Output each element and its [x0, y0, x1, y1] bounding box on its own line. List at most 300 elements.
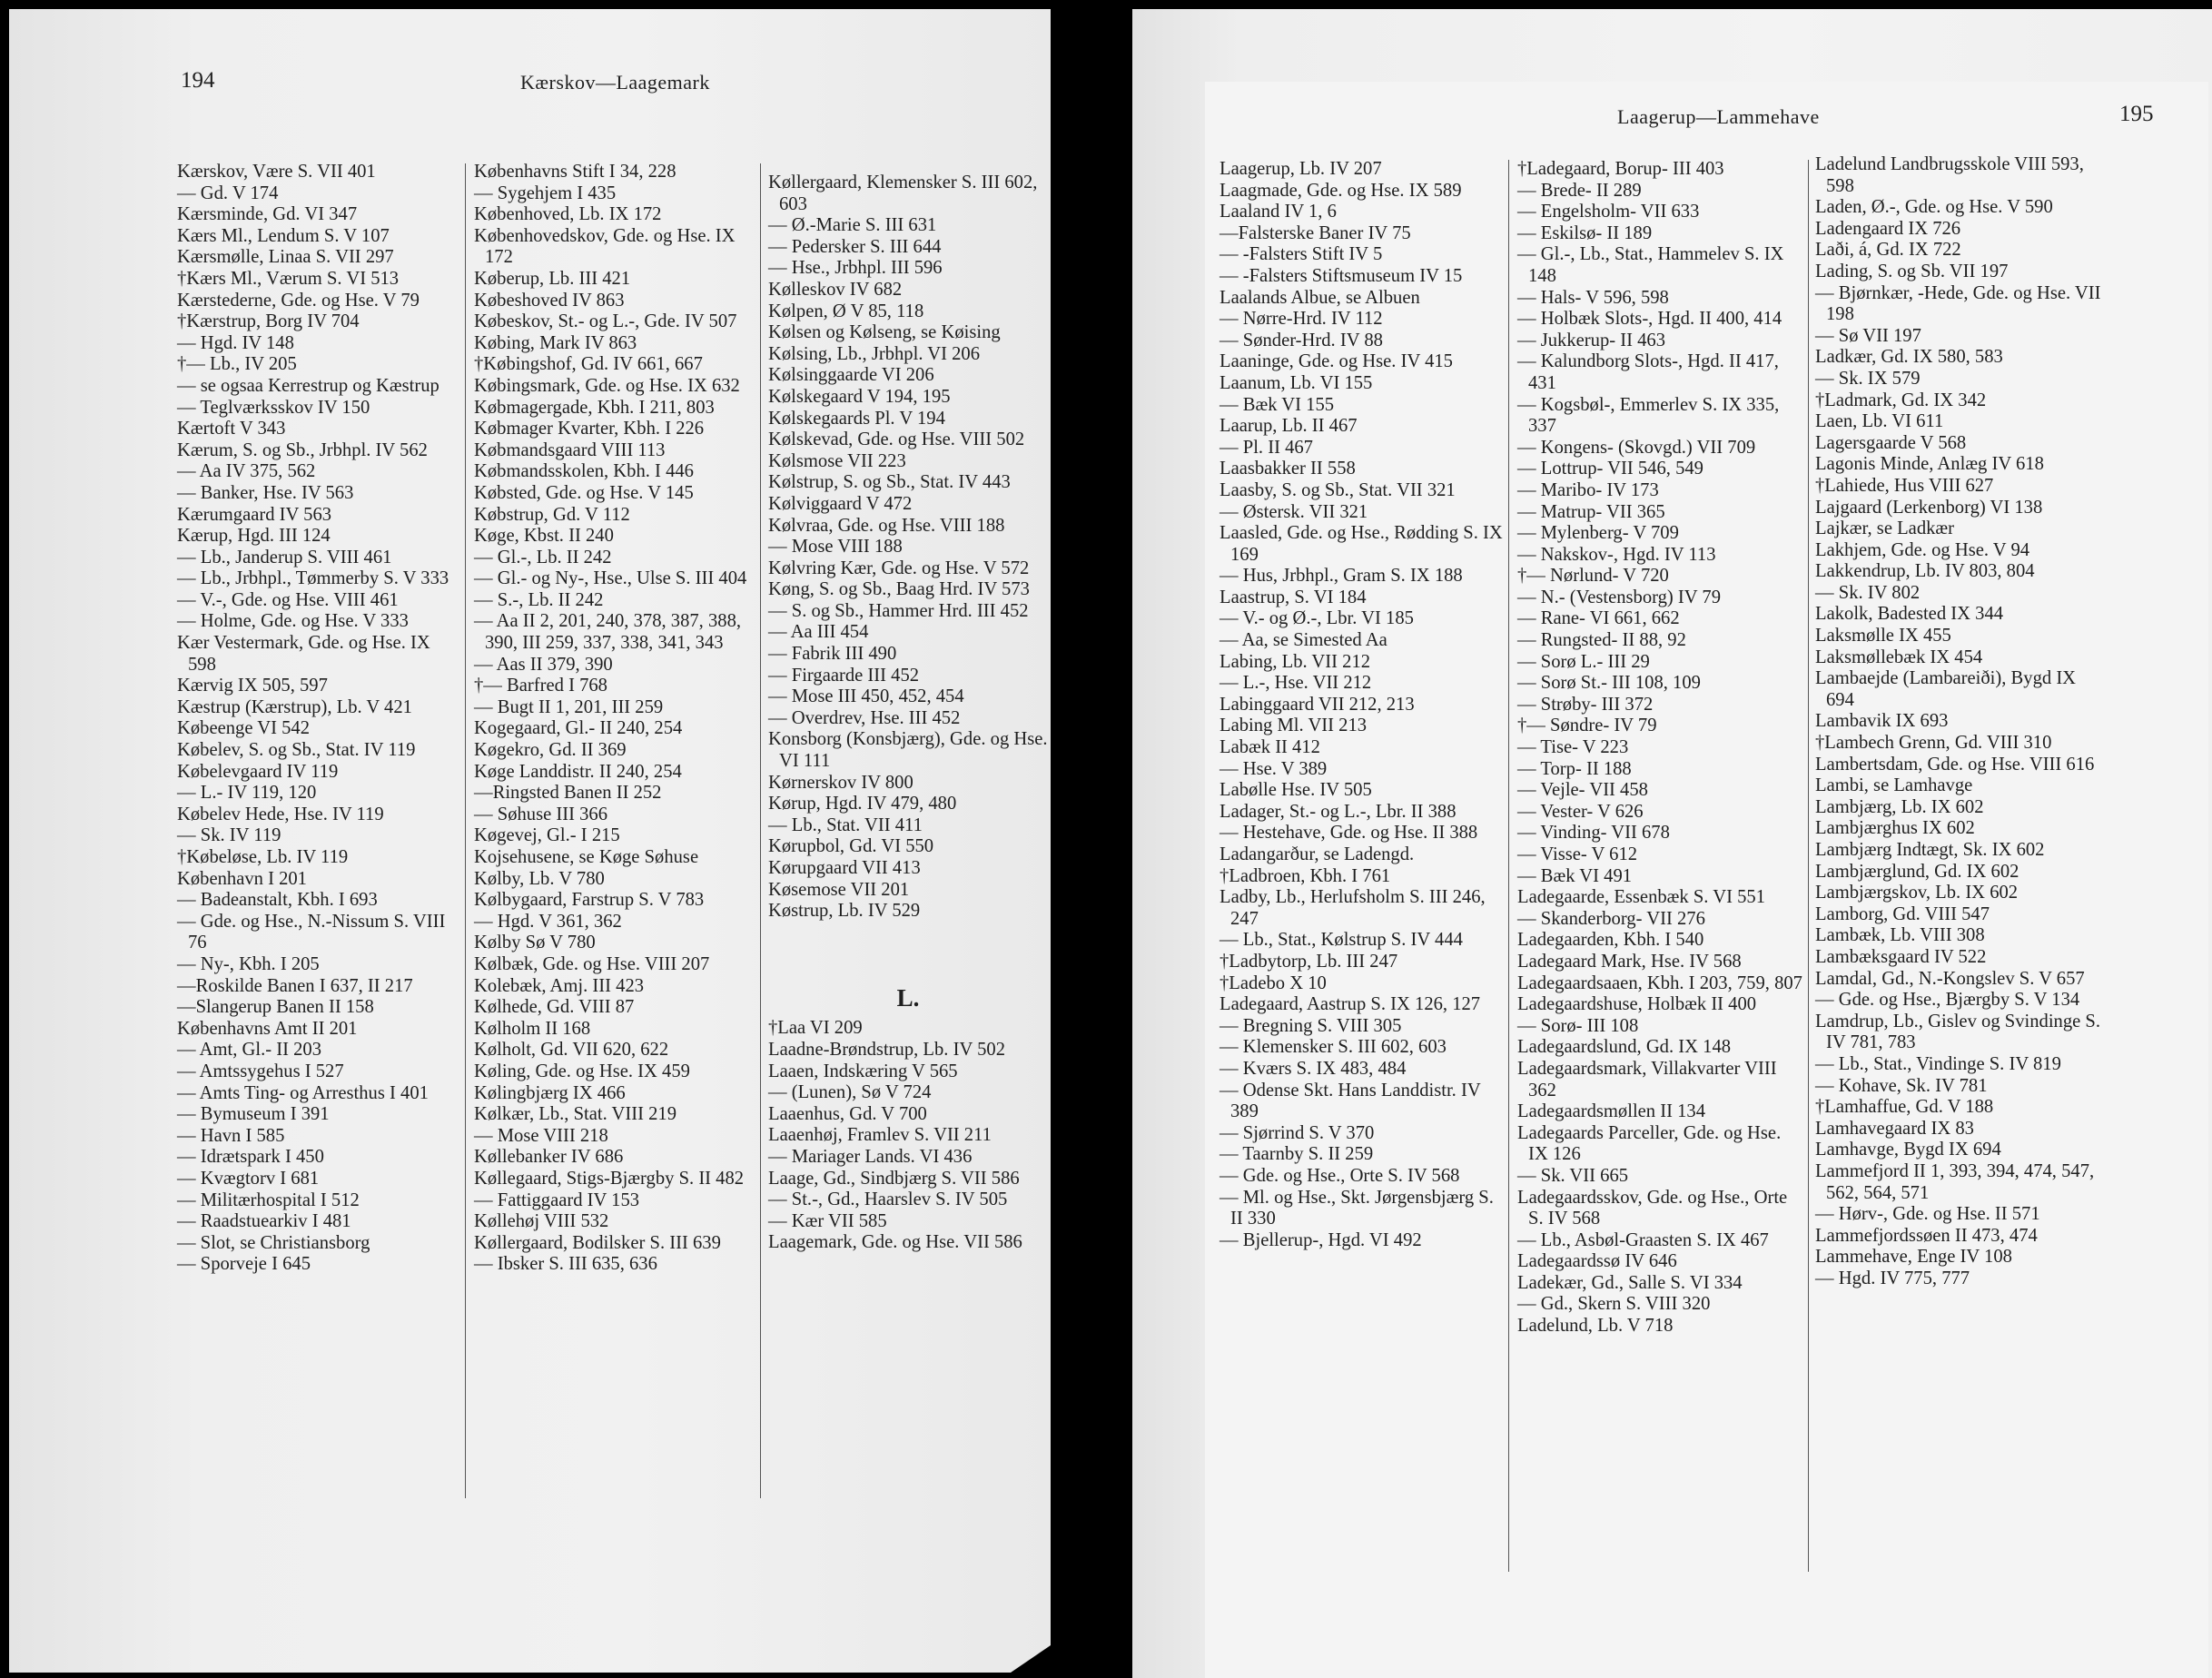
index-entry: Kølingbjærg IX 466 [474, 1082, 626, 1103]
index-entry: — Overdrev, Hse. III 452 [768, 707, 961, 728]
index-entry: †— Nørlund- V 720 [1517, 566, 1669, 587]
index-entry: Lakkendrup, Lb. IV 803, 804 [1815, 561, 2035, 582]
index-entry: †Ladmark, Gd. IX 342 [1815, 390, 1987, 410]
index-entry: — Eskilsø- II 189 [1517, 222, 1653, 243]
index-entry: Laaenhøj, Framlev S. VII 211 [768, 1125, 992, 1146]
index-entry: Lamhavge, Bygd IX 694 [1815, 1140, 2001, 1160]
index-entry: Lagonis Minde, Anlæg IV 618 [1815, 454, 2044, 475]
index-entry: Lakhjem, Gde. og Hse. V 94 [1815, 539, 2030, 560]
index-entry: — Bæk VI 155 [1220, 394, 1335, 415]
index-entry: Lambertsdam, Gde. og Hse. VIII 616 [1815, 754, 2095, 775]
index-entry: Ladager, St.- og L.-, Lbr. II 388 [1220, 801, 1457, 822]
index-entry: — Kongens- (Skovgd.) VII 709 [1517, 437, 1756, 458]
index-entry: Københavns Amt II 201 [177, 1018, 358, 1039]
index-entry: — Maribo- IV 173 [1517, 479, 1659, 500]
index-entry: †Ladegaard, Borup- III 403 [1517, 159, 1724, 179]
index-entry: Laasbakker II 558 [1220, 459, 1356, 479]
index-entry: — Gl.-, Lb., Stat., Hammelev S. IX 148 [1517, 244, 1784, 286]
index-entry: — Bregning S. VIII 305 [1220, 1015, 1402, 1036]
index-entry: Lambæk, Lb. VIII 308 [1815, 925, 1985, 946]
index-entry: — Odense Skt. Hans Landdistr. IV 389 [1220, 1080, 1481, 1122]
column-rule [1808, 160, 1809, 1572]
index-entry: — Banker, Hse. IV 563 [177, 482, 354, 503]
index-entry: Kølskegaard V 194, 195 [768, 386, 951, 407]
index-entry: — Mose VIII 218 [474, 1125, 608, 1146]
index-entry: — Gde. og Hse., Orte S. IV 568 [1220, 1165, 1460, 1186]
index-entry: Lambaejde (Lambareiði), Bygd IX 694 [1815, 668, 2077, 710]
index-entry: †Kærstrup, Borg IV 704 [177, 311, 360, 332]
index-entry: — Gde. og Hse., Bjærgby S. V 134 [1815, 990, 2080, 1011]
index-entry: Laagerup, Lb. IV 207 [1220, 159, 1382, 179]
index-entry: Laksmølle IX 455 [1815, 626, 1951, 647]
index-entry: Lading, S. og Sb. VII 197 [1815, 261, 2009, 281]
index-entry: Laen, Lb. VI 611 [1815, 411, 1944, 432]
index-entry: Ladegaardshuse, Holbæk II 400 [1517, 994, 1757, 1015]
index-entry: Kølleskov IV 682 [768, 279, 903, 300]
index-entry: Købmandsgaard VIII 113 [474, 439, 666, 460]
index-entry: —Roskilde Banen I 637, II 217 [177, 975, 413, 996]
index-entry: — Gl.- og Ny-, Hse., Ulse S. III 404 [474, 568, 747, 589]
index-entry: Købelevgaard IV 119 [177, 761, 339, 782]
index-entry: — Pl. II 467 [1220, 437, 1313, 458]
index-entry: Kølkær, Lb., Stat. VIII 219 [474, 1104, 677, 1125]
index-entry: — Kogsbøl-, Emmerlev S. IX 335, 337 [1517, 394, 1780, 437]
index-entry: — Bugt II 1, 201, III 259 [474, 696, 664, 717]
running-head-right: Laagerup—Lammehave [1617, 105, 1820, 128]
index-entry: — Ml. og Hse., Skt. Jørgensbjærg S. II 330 [1220, 1187, 1494, 1229]
index-entry: — Strøby- III 372 [1517, 694, 1654, 715]
index-entry: — Fabrik III 490 [768, 644, 897, 665]
index-entry: Lajgaard (Lerkenborg) VI 138 [1815, 497, 2043, 518]
index-entry: †Lamhaffue, Gd. V 188 [1815, 1097, 1994, 1118]
index-entry: — Fattiggaard IV 153 [474, 1189, 640, 1210]
index-entry: Laaen, Indskæring V 565 [768, 1061, 958, 1081]
index-entry: Kærum, S. og Sb., Jrbhpl. IV 562 [177, 439, 428, 460]
index-entry: Kølhede, Gd. VIII 87 [474, 997, 635, 1018]
index-entry: †Kærs Ml., Værum S. VI 513 [177, 268, 400, 289]
index-entry: Kogegaard, Gl.- II 240, 254 [474, 718, 683, 739]
index-entry: †Laa VI 209 [768, 1018, 863, 1039]
column-rule [1508, 160, 1509, 1572]
index-entry: — Sønder-Hrd. IV 88 [1220, 330, 1383, 350]
index-entry: Kærumgaard IV 563 [177, 504, 332, 525]
index-entry: Kærsmølle, Linaa S. VII 297 [177, 247, 394, 268]
index-entry: Lambæksgaard IV 522 [1815, 946, 1987, 967]
index-entry: Køge Landdistr. II 240, 254 [474, 761, 682, 782]
index-entry: — Mose VIII 188 [768, 537, 903, 558]
index-entry: Ladelund, Lb. V 718 [1517, 1316, 1674, 1337]
index-entry: — Kær VII 585 [768, 1210, 887, 1231]
index-entry: Køgevej, Gl.- I 215 [474, 825, 620, 846]
index-entry: Kølviggaard V 472 [768, 493, 913, 514]
index-entry: — Holbæk Slots-, Hgd. II 400, 414 [1517, 309, 1782, 330]
index-entry: — Taarnby S. II 259 [1220, 1144, 1374, 1165]
index-entry: — Sjørrind S. V 370 [1220, 1122, 1375, 1143]
index-entry: †— Barfred I 768 [474, 676, 607, 696]
index-entry: — Badeanstalt, Kbh. I 693 [177, 890, 378, 911]
index-entry: Købmager Kvarter, Kbh. I 226 [474, 419, 705, 439]
index-entry: — Pedersker S. III 644 [768, 236, 942, 257]
index-entry: Køllergaard, Bodilsker S. III 639 [474, 1232, 721, 1253]
index-entry: Kølvraa, Gde. og Hse. VIII 188 [768, 515, 1005, 536]
index-entry: — Militærhospital I 512 [177, 1189, 360, 1210]
section-letter: L. [896, 983, 920, 1012]
index-entry: — Kohave, Sk. IV 781 [1815, 1075, 1988, 1096]
index-entry: Laaenhus, Gd. V 700 [768, 1103, 927, 1124]
index-entry: Kølby, Lb. V 780 [474, 868, 605, 889]
index-entry: — Lb., Stat. VII 411 [768, 814, 923, 835]
index-entry: †Købeløse, Lb. IV 119 [177, 847, 349, 867]
index-entry: †Lambech Grenn, Gd. VIII 310 [1815, 733, 2052, 754]
index-entry: Laagemark, Gde. og Hse. VII 586 [768, 1232, 1022, 1253]
index-entry: — Sorø St.- III 108, 109 [1517, 673, 1701, 694]
index-entry: Laasby, S. og Sb., Stat. VII 321 [1220, 479, 1456, 500]
index-entry: Labinggaard VII 212, 213 [1220, 694, 1415, 715]
index-entry: Køng, S. og Sb., Baag Hrd. IV 573 [768, 579, 1030, 600]
index-entry: Lagersgaarde V 568 [1815, 432, 1967, 453]
index-entry: Lambi, se Lamhavge [1815, 775, 1973, 796]
index-entry: — Hse. V 389 [1220, 758, 1328, 779]
index-entry: Laaninge, Gde. og Hse. IV 415 [1220, 351, 1453, 372]
index-entry: Laanum, Lb. VI 155 [1220, 372, 1373, 393]
left-page [9, 9, 1051, 1673]
index-entry: — Amt, Gl.- II 203 [177, 1040, 322, 1061]
index-entry: Ladegaardsaaen, Kbh. I 203, 759, 807 [1517, 972, 1802, 993]
index-entry: — Kvægtorv I 681 [177, 1168, 320, 1189]
index-entry: Lambavik IX 693 [1815, 711, 1949, 732]
index-entry: — Mylenberg- V 709 [1517, 523, 1679, 544]
index-entry: — Lb., Stat., Vindinge S. IV 819 [1815, 1053, 2061, 1074]
left-column-2 [474, 162, 755, 1276]
index-entry: — Gd., Skern S. VIII 320 [1517, 1294, 1711, 1315]
index-entry: Kæstrup (Kærstrup), Lb. V 421 [177, 696, 412, 717]
index-entry: — Raadstuearkiv I 481 [177, 1211, 351, 1232]
index-entry: Kølstrup, S. og Sb., Stat. IV 443 [768, 472, 1011, 493]
index-entry: — V.-, Gde. og Hse. VIII 461 [177, 589, 399, 610]
index-entry: Købeenge VI 542 [177, 718, 311, 739]
index-entry: Kær Vestermark, Gde. og Hse. IX 598 [177, 633, 430, 675]
index-entry: Ladegaards Parceller, Gde. og Hse. IX 126 [1517, 1122, 1782, 1165]
index-entry: — Havn I 585 [177, 1125, 285, 1146]
index-entry: Ladkær, Gd. IX 580, 583 [1815, 347, 2003, 368]
index-entry: Køberup, Lb. III 421 [474, 268, 631, 289]
index-entry: Kærup, Hgd. III 124 [177, 526, 331, 547]
index-entry: — L.-, Hse. VII 212 [1220, 673, 1372, 694]
index-entry: Københavns Stift I 34, 228 [474, 162, 676, 182]
index-entry: — Lb., Jrbhpl., Tømmerby S. V 333 [177, 568, 449, 589]
index-entry: — Ny-, Kbh. I 205 [177, 953, 320, 974]
index-entry: Købmandsskolen, Kbh. I 446 [474, 461, 694, 482]
index-entry: Laadne-Brøndstrup, Lb. IV 502 [768, 1039, 1005, 1060]
index-entry: Købing, Mark IV 863 [474, 332, 637, 353]
right-column-2 [1517, 159, 1804, 1337]
index-entry: — Aa II 2, 201, 240, 378, 387, 388, 390, III 259, 337, 338, 341, 343 [474, 611, 742, 654]
index-entry: — Sporveje I 645 [177, 1254, 311, 1275]
index-entry: — Lb., Janderup S. VIII 461 [177, 547, 392, 568]
index-entry: — Torp- II 188 [1517, 758, 1632, 779]
index-entry: Kærvig IX 505, 597 [177, 676, 328, 696]
index-entry: Ladengaard IX 726 [1815, 218, 1961, 239]
right-page [1132, 9, 2212, 1678]
index-entry: — Ibsker S. III 635, 636 [474, 1254, 657, 1275]
index-entry: — Hals- V 596, 598 [1517, 287, 1669, 308]
index-entry: Labæk II 412 [1220, 737, 1320, 758]
index-entry: Kørupbol, Gd. VI 550 [768, 836, 934, 857]
index-entry: Ladelund Landbrugsskole VIII 593, 598 [1815, 154, 2084, 196]
index-entry: — Slot, se Christiansborg [177, 1232, 370, 1253]
index-entry: — Sø VII 197 [1815, 325, 1921, 346]
index-entry: — Hse., Jrbhpl. III 596 [768, 258, 943, 279]
index-entry: Kølvring Kær, Gde. og Hse. V 572 [768, 558, 1030, 578]
index-entry: Køge, Kbst. II 240 [474, 526, 614, 547]
index-entry: Kørnerskov IV 800 [768, 772, 913, 793]
index-entry: Ladegaarden, Kbh. I 540 [1517, 930, 1704, 951]
index-entry: Kølsen og Kølseng, se Køising [768, 322, 1001, 343]
index-entry: — Hus, Jrbhpl., Gram S. IX 188 [1220, 566, 1463, 587]
index-entry: — se ogsaa Kerrestrup og Kæstrup [177, 375, 439, 396]
index-entry: — Vester- V 626 [1517, 801, 1644, 822]
index-entry: — Bjellerup-, Hgd. VI 492 [1220, 1229, 1422, 1250]
index-entry: — Kalundborg Slots-, Hgd. II 417, 431 [1517, 351, 1779, 393]
index-entry: Købeshoved IV 863 [474, 290, 625, 311]
index-entry: Ladegaard Mark, Hse. IV 568 [1517, 951, 1742, 972]
page-number-left: 194 [181, 68, 215, 93]
index-entry: Kærstederne, Gde. og Hse. V 79 [177, 290, 420, 311]
index-entry: Kørup, Hgd. IV 479, 480 [768, 794, 957, 814]
index-entry: †Ladbroen, Kbh. I 761 [1220, 865, 1391, 886]
index-entry: Ladekær, Gd., Salle S. VI 334 [1517, 1272, 1743, 1293]
index-entry: —Falsterske Baner IV 75 [1220, 222, 1411, 243]
index-entry: — Firgaarde III 452 [768, 665, 920, 686]
index-entry: Laaland IV 1, 6 [1220, 202, 1337, 222]
index-entry: †Købingshof, Gd. IV 661, 667 [474, 354, 703, 375]
index-entry: Køllegaard, Stigs-Bjærgby S. II 482 [474, 1168, 745, 1189]
index-entry: Lambjærgskov, Lb. IX 602 [1815, 883, 2019, 903]
index-entry: †Ladebo X 10 [1220, 972, 1327, 993]
index-entry: — Lottrup- VII 546, 549 [1517, 459, 1703, 479]
index-entry: — -Falsters Stiftsmuseum IV 15 [1220, 265, 1463, 286]
index-entry: Køgekro, Gd. II 369 [474, 740, 627, 761]
index-entry: — Sk. VII 665 [1517, 1165, 1629, 1186]
index-entry: — Hestehave, Gde. og Hse. II 388 [1220, 823, 1478, 844]
index-entry: — Brede- II 289 [1517, 180, 1642, 201]
index-entry: — Gl.-, Lb. II 242 [474, 547, 612, 568]
index-entry: Køsemose VII 201 [768, 879, 910, 900]
index-entry: — Kværs S. IX 483, 484 [1220, 1058, 1407, 1079]
index-entry: Ladangarður, se Ladengd. [1220, 844, 1415, 864]
index-entry: Ladegaarde, Essenbæk S. VI 551 [1517, 887, 1765, 908]
index-entry: Kølby Sø V 780 [474, 933, 596, 953]
index-entry: Københovedskov, Gde. og Hse. IX 172 [474, 225, 736, 268]
index-entry: Købingsmark, Gde. og Hse. IX 632 [474, 375, 740, 396]
index-entry: Købelev Hede, Hse. IV 119 [177, 804, 384, 824]
index-entry: — Sygehjem I 435 [474, 183, 617, 203]
index-entry: — L.- IV 119, 120 [177, 783, 317, 804]
left-column-3 [768, 173, 1048, 1254]
index-entry: †— Søndre- IV 79 [1517, 716, 1657, 736]
index-entry: — Klemensker S. III 602, 603 [1220, 1037, 1447, 1058]
index-entry: — Rane- VI 661, 662 [1517, 608, 1680, 629]
index-entry: Kærtoft V 343 [177, 419, 286, 439]
index-entry: Kølbæk, Gde. og Hse. VIII 207 [474, 953, 710, 974]
index-entry: — Østersk. VII 321 [1220, 501, 1368, 522]
index-entry: Købmagergade, Kbh. I 211, 803 [474, 397, 715, 418]
index-entry: — N.- (Vestensborg) IV 79 [1517, 587, 1722, 607]
index-entry: Ladegaardsskov, Gde. og Hse., Orte S. IV 568 [1517, 1187, 1788, 1229]
index-entry: Køstrup, Lb. IV 529 [768, 901, 921, 922]
index-entry: — Gde. og Hse., N.-Nissum S. VIII 76 [177, 911, 446, 953]
index-entry: Kojsehusene, se Køge Søhuse [474, 847, 699, 867]
page-number-right: 195 [2119, 102, 2154, 126]
index-entry: Kølskevad, Gde. og Hse. VIII 502 [768, 429, 1025, 450]
index-entry: — Hgd. V 361, 362 [474, 911, 622, 932]
index-entry: Konsborg (Konsbjærg), Gde. og Hse. VI 111 [768, 729, 1048, 772]
index-entry: — Vinding- VII 678 [1517, 823, 1670, 844]
index-entry: — -Falsters Stift IV 5 [1220, 244, 1383, 265]
index-entry: Kølpen, Ø V 85, 118 [768, 301, 924, 321]
index-entry: Køllehøj VIII 532 [474, 1211, 609, 1232]
index-entry: Køllergaard, Klemensker S. III 602, 603 [768, 173, 1038, 214]
index-entry: — Jukkerup- II 463 [1517, 330, 1666, 350]
index-entry: — Vejle- VII 458 [1517, 780, 1648, 801]
index-entry: København I 201 [177, 868, 307, 889]
index-entry: Kærs Ml., Lendum S. V 107 [177, 225, 390, 246]
index-entry: —Slangerup Banen II 158 [177, 997, 374, 1018]
index-entry: — Holme, Gde. og Hse. V 333 [177, 611, 409, 632]
column-rule [760, 163, 761, 1498]
index-entry: Lajkær, se Ladkær [1815, 518, 1955, 539]
index-entry: Købstrup, Gd. V 112 [474, 504, 630, 525]
index-entry: Laasled, Gde. og Hse., Rødding S. IX 169 [1220, 523, 1503, 565]
index-entry: — Sorø- III 108 [1517, 1015, 1639, 1036]
index-entry: — Sk. IX 579 [1815, 368, 1921, 389]
index-entry: Labølle Hse. IV 505 [1220, 780, 1372, 801]
index-entry: —Ringsted Banen II 252 [474, 783, 662, 804]
index-entry: Laalands Albue, se Albuen [1220, 287, 1420, 308]
index-entry: Lammehave, Enge IV 108 [1815, 1247, 2012, 1268]
index-entry: — Visse- V 612 [1517, 844, 1638, 864]
index-entry: Lambjærg Indtægt, Sk. IX 602 [1815, 840, 2045, 860]
index-entry: †Ladbytorp, Lb. III 247 [1220, 951, 1398, 972]
index-entry: Lambjærghus IX 602 [1815, 818, 1975, 839]
index-entry: Lakolk, Badested IX 344 [1815, 604, 2004, 625]
index-entry: — Bjørnkær, -Hede, Gde. og Hse. VII 198 [1815, 282, 2101, 325]
index-entry: Lamhavegaard IX 83 [1815, 1118, 1974, 1139]
index-entry: Kølholt, Gd. VII 620, 622 [474, 1040, 669, 1061]
index-entry: Kærsminde, Gd. VI 347 [177, 204, 358, 225]
index-entry: — Tise- V 223 [1517, 737, 1629, 758]
index-entry: — Sk. IV 119 [177, 825, 281, 846]
index-entry: — Søhuse III 366 [474, 804, 608, 824]
index-entry: †— Lb., IV 205 [177, 354, 297, 375]
running-head-left: Kærskov—Laagemark [520, 71, 710, 94]
index-entry: Kølbygaard, Farstrup S. V 783 [474, 890, 705, 911]
index-entry: Laastrup, S. VI 184 [1220, 587, 1367, 607]
index-entry: — V.- og Ø.-, Lbr. VI 185 [1220, 608, 1414, 629]
index-entry: — Matrup- VII 365 [1517, 501, 1665, 522]
page-corner-shadow [1011, 1645, 1051, 1673]
index-entry: Lamdrup, Lb., Gislev og Svindinge S. IV 781, 783 [1815, 1011, 2101, 1053]
index-entry: Køllebanker IV 686 [474, 1147, 624, 1168]
left-column-1 [177, 162, 460, 1276]
index-entry: Kølsing, Lb., Jrbhpl. VI 206 [768, 343, 981, 364]
index-entry: — Teglværksskov IV 150 [177, 397, 370, 418]
index-entry: Laði, á, Gd. IX 722 [1815, 240, 1961, 261]
index-entry: Ladegaardssø IV 646 [1517, 1251, 1677, 1272]
index-entry: — Gd. V 174 [177, 183, 279, 203]
index-entry: — Hørv-, Gde. og Hse. II 571 [1815, 1204, 2040, 1225]
index-entry: †Lahiede, Hus VIII 627 [1815, 475, 1994, 496]
index-entry: Laarup, Lb. II 467 [1220, 416, 1358, 437]
index-entry: Ladegaard, Aastrup S. IX 126, 127 [1220, 994, 1481, 1015]
index-entry: — Aas II 379, 390 [474, 654, 613, 675]
index-entry: — Amts Ting- og Arresthus I 401 [177, 1082, 429, 1103]
index-entry: — Idrætspark I 450 [177, 1147, 324, 1168]
index-entry: Lamborg, Gd. VIII 547 [1815, 903, 1990, 924]
right-column-3 [1815, 154, 2106, 1289]
index-entry: Labing Ml. VII 213 [1220, 716, 1368, 736]
index-entry: Ladegaardsmark, Villakvarter VIII 362 [1517, 1058, 1777, 1101]
index-entry: — Nakskov-, Hgd. IV 113 [1517, 544, 1716, 565]
index-entry: Kærskov, Være S. VII 401 [177, 162, 376, 182]
index-entry: Lammefjordssøen II 473, 474 [1815, 1225, 2038, 1246]
index-entry: Laagmade, Gde. og Hse. IX 589 [1220, 180, 1462, 201]
index-entry: Kølskegaards Pl. V 194 [768, 408, 945, 429]
index-entry: Laksmøllebæk IX 454 [1815, 647, 1983, 667]
index-entry: Kølsinggaarde VI 206 [768, 365, 934, 386]
index-entry: Kølsmose VII 223 [768, 450, 906, 471]
column-rule [465, 163, 466, 1498]
index-entry: Købeskov, St.- og L.-, Gde. IV 507 [474, 311, 737, 332]
index-entry: Lammefjord II 1, 393, 394, 474, 547, 562, 564, 571 [1815, 1160, 2095, 1203]
index-entry: — S. og Sb., Hammer Hrd. III 452 [768, 600, 1029, 621]
index-entry: Københoved, Lb. IX 172 [474, 204, 662, 225]
index-entry: — (Lunen), Sø V 724 [768, 1082, 932, 1103]
index-entry: Kølholm II 168 [474, 1018, 591, 1039]
index-entry: — Bymuseum I 391 [177, 1104, 330, 1125]
index-entry: Ladby, Lb., Herlufsholm S. III 246, 247 [1220, 887, 1486, 929]
index-entry: — Rungsted- II 88, 92 [1517, 630, 1686, 651]
index-entry: — St.-, Gd., Haarslev S. IV 505 [768, 1189, 1008, 1210]
index-entry: — Sk. IV 802 [1815, 582, 1921, 603]
index-entry: — Aa III 454 [768, 622, 869, 643]
index-entry: Lambjærg, Lb. IX 602 [1815, 796, 1984, 817]
index-entry: Kolebæk, Amj. III 423 [474, 975, 645, 996]
index-entry: — Hgd. IV 148 [177, 332, 294, 353]
index-entry: Labing, Lb. VII 212 [1220, 651, 1371, 672]
index-entry: — Mariager Lands. VI 436 [768, 1146, 973, 1167]
index-entry: Lambjærglund, Gd. IX 602 [1815, 861, 2019, 882]
index-entry: Kørupgaard VII 413 [768, 858, 921, 878]
index-entry: — Amtssygehus I 527 [177, 1061, 344, 1081]
index-entry: — Lb., Asbøl-Graasten S. IX 467 [1517, 1229, 1769, 1250]
index-entry: — Engelsholm- VII 633 [1517, 202, 1700, 222]
index-entry: — Aa IV 375, 562 [177, 461, 316, 482]
index-entry: Lamdal, Gd., N.-Kongslev S. V 657 [1815, 968, 2085, 989]
index-entry: — S.-, Lb. II 242 [474, 589, 604, 610]
index-entry: Ladegaardslund, Gd. IX 148 [1517, 1037, 1732, 1058]
index-entry: — Hgd. IV 775, 777 [1815, 1268, 1970, 1288]
index-entry: Køling, Gde. og Hse. IX 459 [474, 1061, 690, 1081]
index-entry: — Nørre-Hrd. IV 112 [1220, 309, 1383, 330]
index-entry: — Skanderborg- VII 276 [1517, 908, 1705, 929]
index-entry: — Aa, se Simested Aa [1220, 630, 1387, 651]
index-entry: Købelev, S. og Sb., Stat. IV 119 [177, 740, 416, 761]
index-entry: Laden, Ø.-, Gde. og Hse. V 590 [1815, 197, 2053, 218]
index-entry: Laage, Gd., Sindbjærg S. VII 586 [768, 1168, 1020, 1189]
index-entry: — Sorø L.- III 29 [1517, 651, 1650, 672]
index-entry: — Mose III 450, 452, 454 [768, 686, 964, 707]
